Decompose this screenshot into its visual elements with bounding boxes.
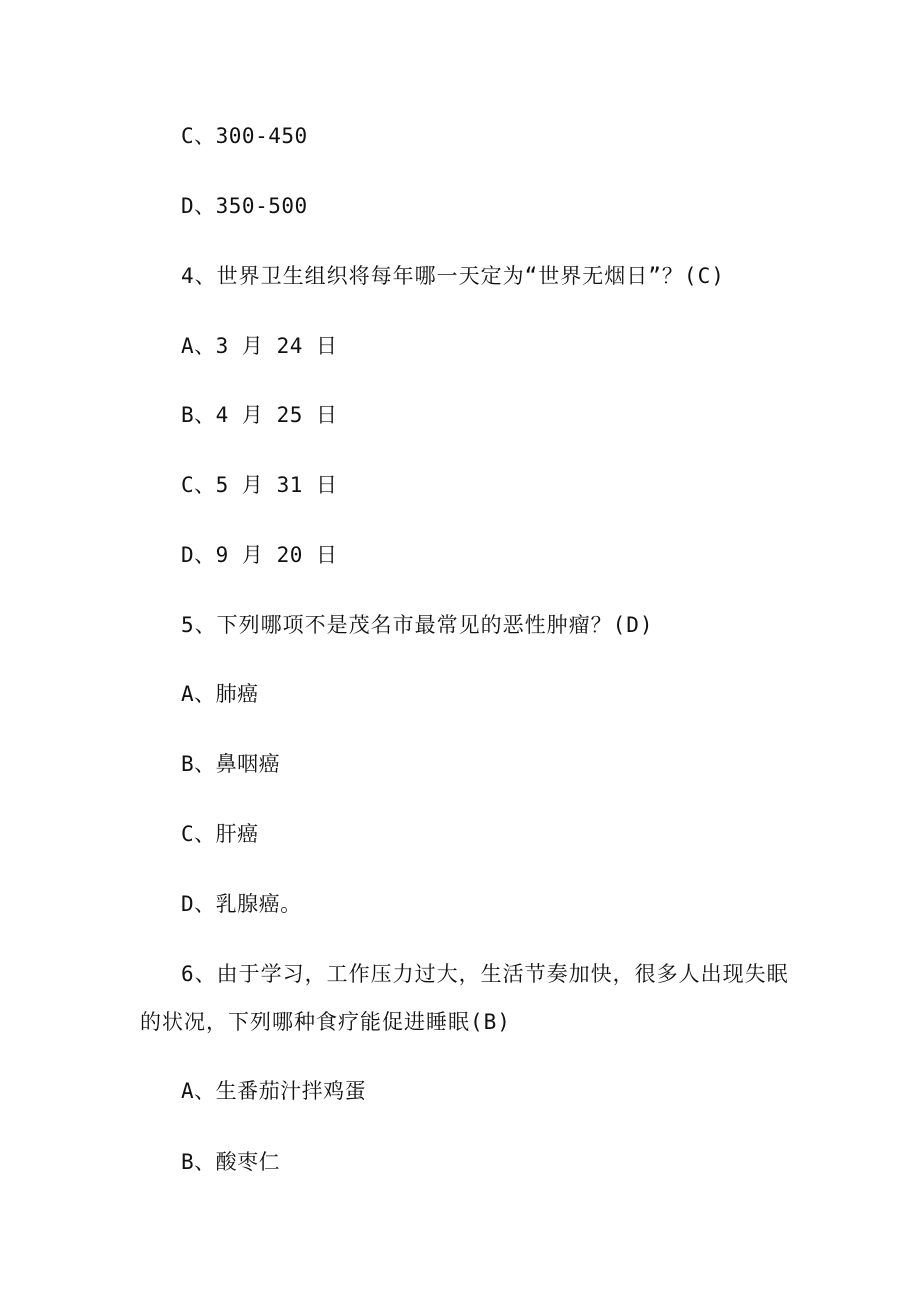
- option-line: C、300-450: [181, 124, 308, 148]
- option-line: D、350-500: [181, 194, 308, 218]
- option-line: D、乳腺癌。: [181, 892, 302, 916]
- option-line: B、4 月 25 日: [181, 403, 338, 427]
- option-line: B、鼻咽癌: [181, 752, 281, 776]
- option-line: A、肺癌: [181, 682, 259, 706]
- option-line: A、3 月 24 日: [181, 334, 338, 358]
- question-6-line-1: 6、由于学习，工作压力过大，生活节奏加快，很多人出现失眠: [181, 962, 789, 986]
- option-line: A、生番茄汁拌鸡蛋: [181, 1079, 367, 1103]
- option-line: D、9 月 20 日: [181, 543, 338, 567]
- question-5: 5、下列哪项不是茂名市最常见的恶性肿瘤？(D): [181, 613, 654, 637]
- option-line: B、酸枣仁: [181, 1150, 281, 1174]
- option-line: C、肝癌: [181, 822, 259, 846]
- option-line: C、5 月 31 日: [181, 473, 338, 497]
- question-4: 4、世界卫生组织将每年哪一天定为“世界无烟日”？(C): [181, 264, 725, 288]
- question-6-line-2: 的状况，下列哪种食疗能促进睡眠(B): [140, 1010, 511, 1034]
